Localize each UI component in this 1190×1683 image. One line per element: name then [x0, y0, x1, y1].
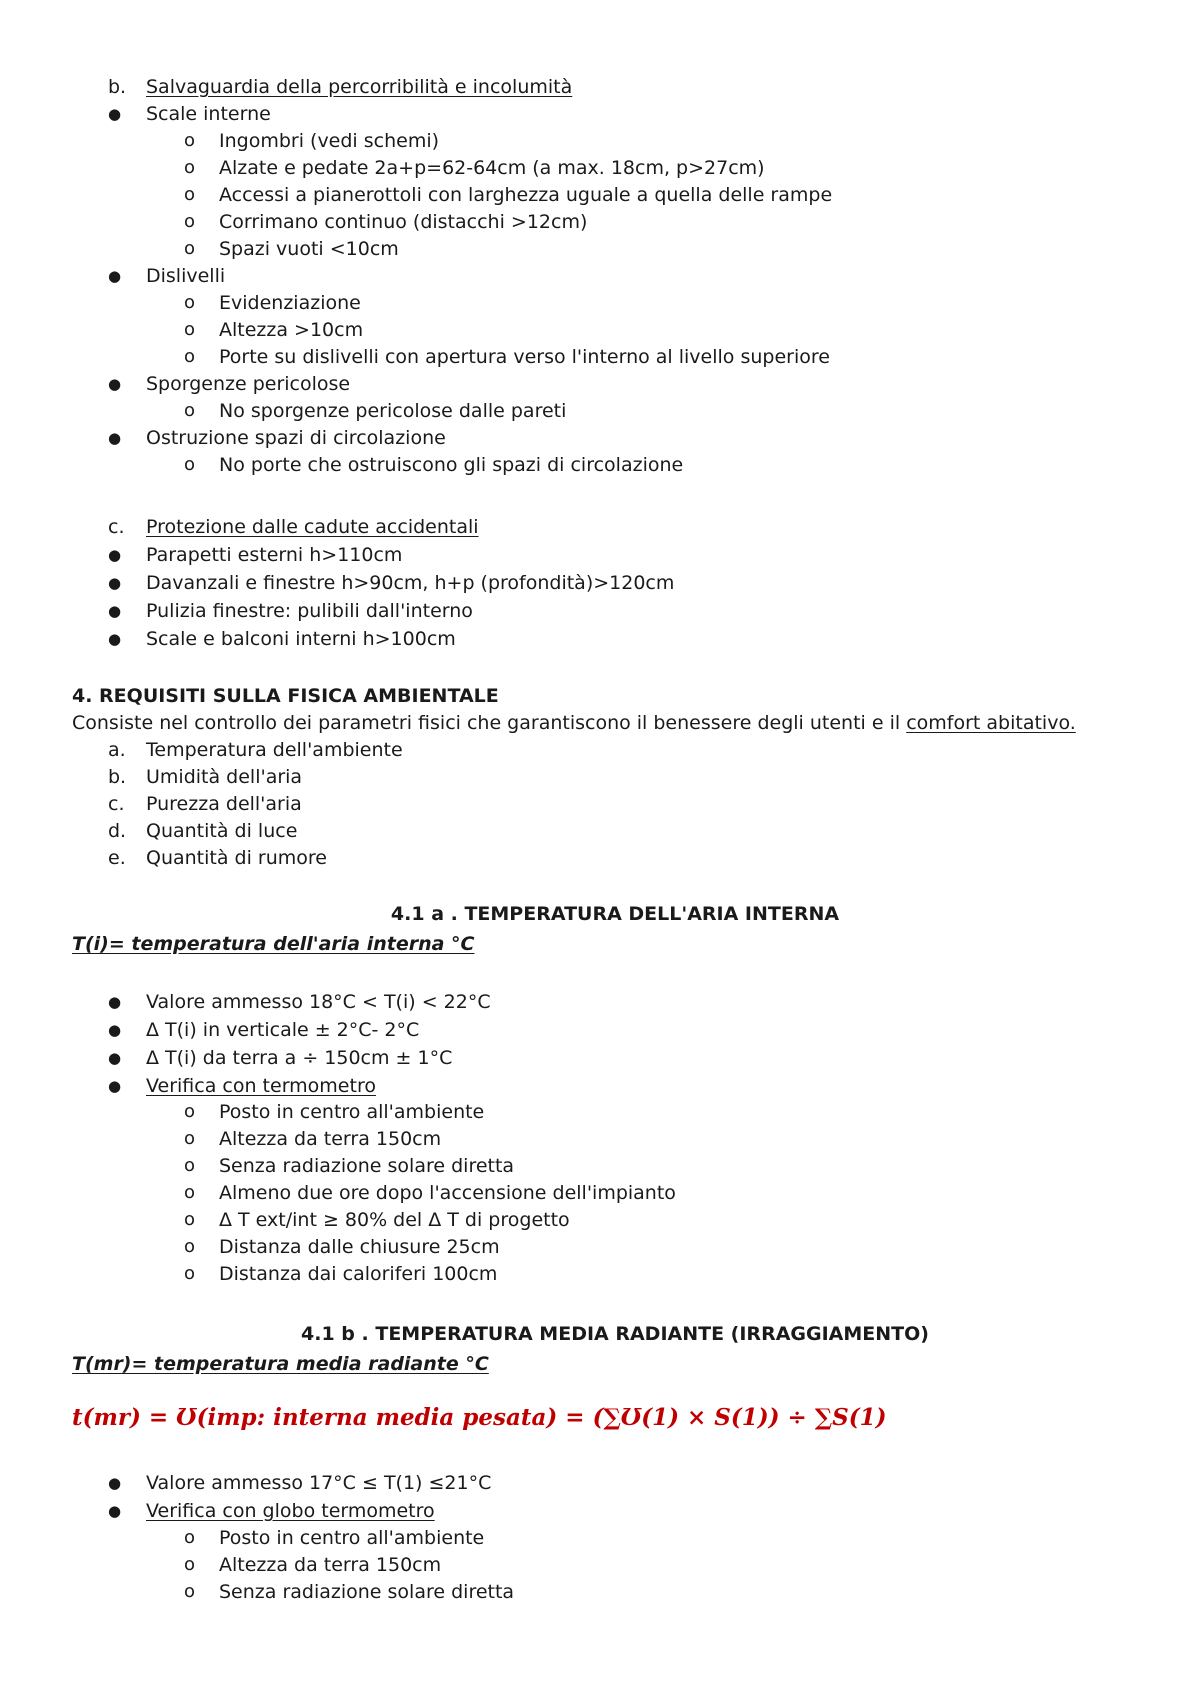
list-item: Umidità dell'aria — [146, 766, 303, 788]
section-41a-definition: T(i)= temperatura dell'aria interna °C — [72, 933, 475, 955]
intro-link-text: comfort abitativo. — [906, 712, 1076, 734]
list-item: Accessi a pianerottoli con larghezza uguale a quella delle rampe — [219, 184, 833, 206]
circle-bullet-icon: o — [184, 1581, 196, 1602]
list-item: Posto in centro all'ambiente — [219, 1527, 485, 1549]
bullet-icon: ● — [108, 602, 122, 620]
circle-bullet-icon: o — [184, 1101, 196, 1122]
list-item: Sporgenze pericolose — [146, 373, 351, 395]
circle-bullet-icon: o — [184, 211, 196, 232]
list-marker: d. — [108, 820, 127, 842]
bullet-icon: ● — [108, 1021, 122, 1039]
list-item: Valore ammesso 18°C < T(i) < 22°C — [146, 991, 491, 1013]
list-item: Posto in centro all'ambiente — [219, 1101, 485, 1123]
list-item: No sporgenze pericolose dalle pareti — [219, 400, 567, 422]
circle-bullet-icon: o — [184, 1209, 196, 1230]
list-item: Scale interne — [146, 103, 271, 125]
circle-bullet-icon: o — [184, 400, 196, 421]
circle-bullet-icon: o — [184, 1263, 196, 1284]
list-item: Distanza dai caloriferi 100cm — [219, 1263, 498, 1285]
list-item: Scale e balconi interni h>100cm — [146, 628, 456, 650]
list-item: Quantità di rumore — [146, 847, 327, 869]
circle-bullet-icon: o — [184, 454, 196, 475]
list-item: Pulizia finestre: pulibili dall'interno — [146, 600, 473, 622]
circle-bullet-icon: o — [184, 130, 196, 151]
section-c-marker: c. — [108, 516, 125, 538]
bullet-icon: ● — [108, 1474, 122, 1492]
list-item: Altezza da terra 150cm — [219, 1128, 442, 1150]
list-item: Quantità di luce — [146, 820, 298, 842]
circle-bullet-icon: o — [184, 157, 196, 178]
list-item: Purezza dell'aria — [146, 793, 302, 815]
circle-bullet-icon: o — [184, 1128, 196, 1149]
section-4-heading: 4. REQUISITI SULLA FISICA AMBIENTALE — [72, 685, 499, 707]
list-item: Ingombri (vedi schemi) — [219, 130, 440, 152]
section-41b-definition: T(mr)= temperatura media radiante °C — [72, 1353, 489, 1375]
bullet-icon: ● — [108, 1077, 122, 1095]
section-b-title: Salvaguardia della percorribilità e incolumità — [146, 76, 573, 98]
list-item: Valore ammesso 17°C ≤ T(1) ≤21°C — [146, 1472, 492, 1494]
circle-bullet-icon: o — [184, 346, 196, 367]
bullet-icon: ● — [108, 1049, 122, 1067]
section-41a-heading: 4.1 a . TEMPERATURA DELL'ARIA INTERNA — [390, 903, 840, 925]
list-item: Verifica con globo termometro — [146, 1500, 435, 1522]
list-item: Parapetti esterni h>110cm — [146, 544, 403, 566]
list-item: Verifica con termometro — [146, 1075, 376, 1097]
list-item: Davanzali e finestre h>90cm, h+p (profondità)>120cm — [146, 572, 675, 594]
list-marker: a. — [108, 739, 126, 761]
section-4-intro — [72, 711, 1076, 735]
list-marker: b. — [108, 766, 127, 788]
circle-bullet-icon: o — [184, 238, 196, 259]
list-item: Porte su dislivelli con apertura verso l'interno al livello superiore — [219, 346, 830, 368]
circle-bullet-icon: o — [184, 1182, 196, 1203]
bullet-icon: ● — [108, 546, 122, 564]
circle-bullet-icon: o — [184, 1155, 196, 1176]
list-item: Δ T ext/int ≥ 80% del Δ T di progetto — [219, 1209, 570, 1231]
list-item: Spazi vuoti <10cm — [219, 238, 399, 260]
circle-bullet-icon: o — [184, 1236, 196, 1257]
bullet-icon: ● — [108, 267, 122, 285]
bullet-icon: ● — [108, 375, 122, 393]
list-marker: c. — [108, 793, 125, 815]
list-item: Ostruzione spazi di circolazione — [146, 427, 446, 449]
list-item: Senza radiazione solare diretta — [219, 1155, 515, 1177]
list-item: Altezza >10cm — [219, 319, 364, 341]
section-b-marker: b. — [108, 76, 127, 98]
list-item: Evidenziazione — [219, 292, 361, 314]
bullet-icon: ● — [108, 574, 122, 592]
bullet-icon: ● — [108, 630, 122, 648]
list-marker: e. — [108, 847, 126, 869]
circle-bullet-icon: o — [184, 319, 196, 340]
bullet-icon: ● — [108, 429, 122, 447]
circle-bullet-icon: o — [184, 184, 196, 205]
list-item: Temperatura dell'ambiente — [146, 739, 403, 761]
list-item: Δ T(i) da terra a ÷ 150cm ± 1°C — [146, 1047, 453, 1069]
list-item: Senza radiazione solare diretta — [219, 1581, 515, 1603]
intro-text: Consiste nel controllo dei parametri fisici che garantiscono il benessere degli utenti e il — [72, 712, 907, 734]
bullet-icon: ● — [108, 1502, 122, 1520]
circle-bullet-icon: o — [184, 1527, 196, 1548]
circle-bullet-icon: o — [184, 1554, 196, 1575]
list-item: Δ T(i) in verticale ± 2°C- 2°C — [146, 1019, 420, 1041]
bullet-icon: ● — [108, 993, 122, 1011]
list-item: Altezza da terra 150cm — [219, 1554, 442, 1576]
list-item: Almeno due ore dopo l'accensione dell'impianto — [219, 1182, 676, 1204]
radiant-temperature-formula: t(mr) = Ʊ(imp: interna media pesata) = (∑Ʊ(1) × S(1)) ÷ ∑S(1) — [72, 1404, 887, 1431]
list-item: Distanza dalle chiusure 25cm — [219, 1236, 500, 1258]
section-41b-heading: 4.1 b . TEMPERATURA MEDIA RADIANTE (IRRAGGIAMENTO) — [301, 1323, 929, 1345]
circle-bullet-icon: o — [184, 292, 196, 313]
list-item: Corrimano continuo (distacchi >12cm) — [219, 211, 588, 233]
list-item: Alzate e pedate 2a+p=62-64cm (a max. 18cm, p>27cm) — [219, 157, 765, 179]
section-c-title: Protezione dalle cadute accidentali — [146, 516, 479, 538]
list-item: Dislivelli — [146, 265, 226, 287]
bullet-icon: ● — [108, 105, 122, 123]
list-item: No porte che ostruiscono gli spazi di circolazione — [219, 454, 684, 476]
